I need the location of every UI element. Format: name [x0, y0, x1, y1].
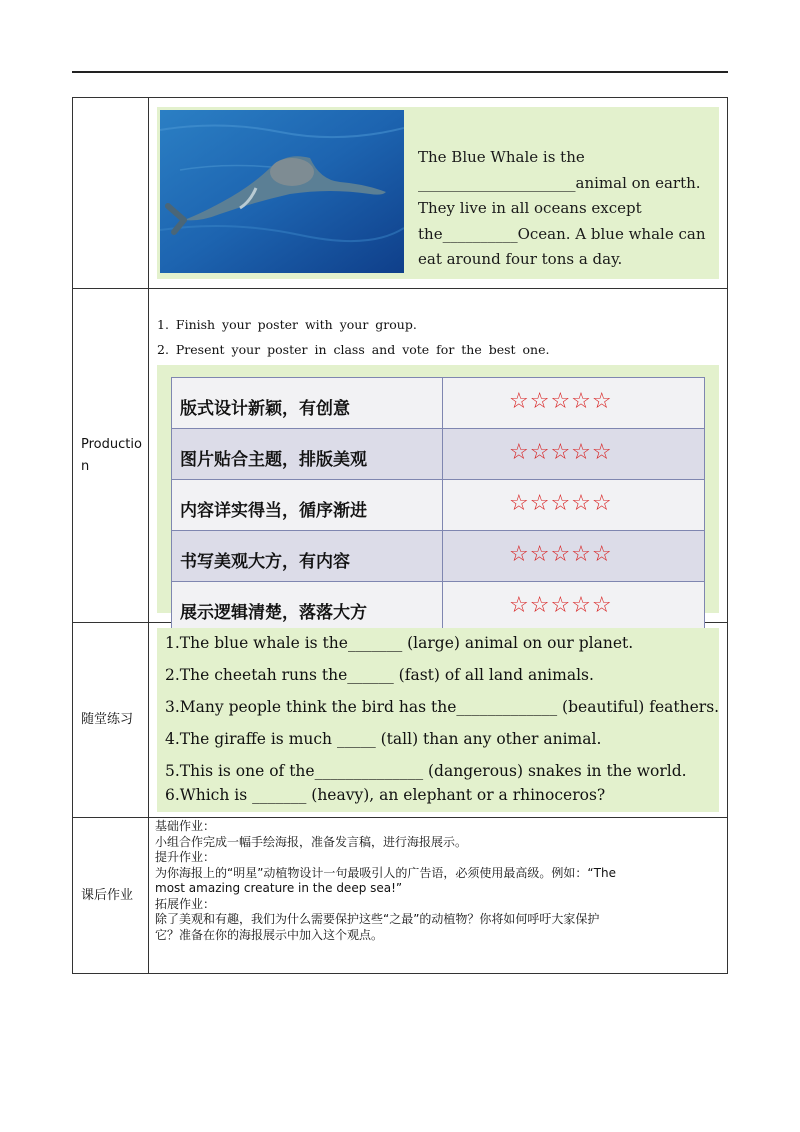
homework-line: 小组合作完成一幅手绘海报，准备发言稿，进行海报展示。 — [155, 834, 468, 849]
homework-line: most amazing creature in the deep sea!” — [155, 881, 403, 895]
star-rating-icon: ☆☆☆☆☆ — [443, 531, 705, 582]
label-text: 随堂练习 — [81, 712, 134, 727]
rubric-row — [172, 480, 705, 531]
production-step: 1. Finish your poster with your group. — [157, 317, 417, 332]
rubric-table — [171, 377, 705, 633]
exercise-panel — [157, 628, 719, 812]
label-text: Production — [81, 436, 142, 474]
blue-whale-photo — [160, 110, 404, 273]
whale-text-line: They live in all oceans except — [418, 199, 642, 217]
star-rating-icon: ☆☆☆☆☆ — [443, 582, 705, 633]
row-label-production — [73, 289, 149, 623]
star-rating-icon: ☆☆☆☆☆ — [443, 429, 705, 480]
homework-line: 基础作业： — [155, 819, 216, 833]
practice-cell — [149, 623, 728, 818]
rubric-criterion: 展示逻辑清楚，落落大方 — [172, 582, 443, 633]
rubric-row — [172, 531, 705, 582]
production-step: 2. Present your poster in class and vote for the best one. — [157, 342, 550, 357]
homework-line: 拓展作业： — [155, 896, 216, 911]
rubric-criterion: 内容详实得当，循序渐进 — [172, 480, 443, 531]
table-row — [73, 98, 728, 289]
exercise-item: 4.The giraffe is much _____ (tall) than any other animal. — [165, 730, 602, 748]
exercise-item: 1.The blue whale is the_______ (large) animal on our planet. — [165, 634, 634, 652]
rubric-row — [172, 429, 705, 480]
table-row — [73, 289, 728, 623]
whale-text-line: the__________Ocean. A blue whale can — [418, 224, 706, 243]
whale-fill-in-text — [418, 145, 718, 273]
exercise-item: 6.Which is _______ (heavy), an elephant or a rhinoceros? — [165, 786, 606, 804]
star-rating-icon: ☆☆☆☆☆ — [443, 480, 705, 531]
star-rating-icon: ☆☆☆☆☆ — [443, 378, 705, 429]
rubric-criterion: 图片贴合主题，排版美观 — [172, 429, 443, 480]
whale-text-line: The Blue Whale is the — [418, 148, 585, 166]
homework-line: 为你海报上的“明星”动植物设计一句最吸引人的广告语，必须使用最高级。例如：“The — [155, 865, 616, 880]
homework-line: 它？准备在你的海报展示中加入这个观点。 — [155, 927, 384, 942]
row-label-practice — [73, 623, 149, 818]
rubric-criterion: 书写美观大方，有内容 — [172, 531, 443, 582]
rubric-row — [172, 378, 705, 429]
row-label-homework — [73, 818, 149, 974]
homework-line: 提升作业： — [155, 850, 216, 864]
exercise-item: 3.Many people think the bird has the_____________ (beautiful) feathers. — [165, 698, 720, 716]
rubric-criterion: 版式设计新颖，有创意 — [172, 378, 443, 429]
rubric-panel — [157, 365, 719, 623]
row-label-empty — [73, 98, 149, 289]
homework-text — [155, 819, 725, 943]
whale-card — [157, 107, 719, 279]
rubric-row — [172, 582, 705, 633]
homework-line: 除了美观和有趣，我们为什么需要保护这些“之最”的动植物？你将如何呼吁大家保护 — [155, 912, 600, 926]
whale-text-line: eat around four tons a day. — [418, 250, 623, 268]
exercise-item: 5.This is one of the______________ (dangerous) snakes in the world. — [165, 762, 687, 780]
whale-cell — [149, 98, 728, 289]
label-text: 课后作业 — [81, 887, 134, 903]
exercise-item: 2.The cheetah runs the______ (fast) of all land animals. — [165, 666, 594, 684]
header-rule — [72, 71, 728, 73]
table-row — [73, 623, 728, 818]
whale-text-line: _____________________animal on earth. — [418, 173, 701, 192]
production-cell — [149, 289, 728, 623]
